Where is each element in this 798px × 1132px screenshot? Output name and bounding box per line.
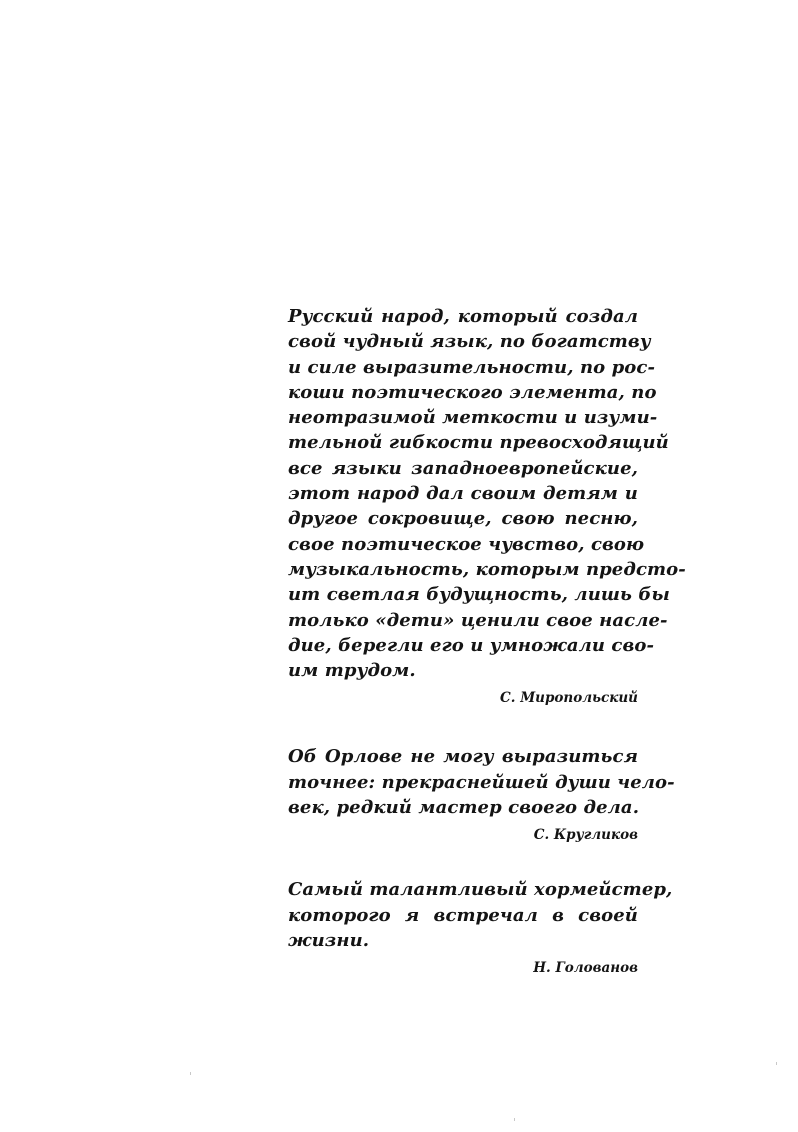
quote-line: Русский народ, который создал	[288, 306, 638, 327]
quote-line: музыкальность, которым предсто-	[288, 558, 686, 580]
quote-line: тельной гибкости превосходящий	[288, 432, 669, 454]
quote-line: ит светлая будущность, лишь бы	[288, 584, 670, 606]
epigraph-kruglikov	[288, 744, 675, 844]
quote-text	[288, 877, 673, 953]
quote-line: которого я встречал в своей	[288, 904, 638, 926]
epigraph-miropolsky	[288, 304, 686, 707]
quote-line: Об Орлове не могу выразиться	[288, 746, 638, 768]
epigraphs-section	[288, 304, 686, 977]
scan-speck	[190, 1072, 191, 1075]
quote-line: им трудом.	[288, 660, 416, 682]
quote-line: и силе выразительности, по рос-	[288, 356, 656, 378]
quote-line: свое поэтическое чувство, свою	[288, 533, 645, 555]
scan-speck	[514, 1118, 515, 1121]
quote-line: этот народ дал своим детям и	[288, 483, 638, 505]
quote-author: С. Миропольский	[500, 690, 638, 707]
quote-line: коши поэтического элемента, по	[288, 381, 657, 403]
quote-text	[288, 744, 675, 820]
quote-author: Н. Голованов	[533, 960, 638, 977]
quote-author: С. Кругликов	[533, 827, 638, 844]
quote-line: Самый талантливый хормейстер,	[288, 879, 673, 901]
quote-line: свой чудный язык, по богатству	[288, 331, 651, 353]
scan-speck	[776, 1062, 777, 1065]
quote-line: точнее: прекраснейшей души чело-	[288, 771, 675, 793]
quote-line: все языки западноевропейские,	[288, 457, 638, 479]
quote-line: другое сокровище, свою песню,	[288, 508, 638, 530]
quote-text	[288, 304, 686, 683]
quote-line: неотразимой меткости и изуми-	[288, 407, 658, 429]
quote-line: век, редкий мастер своего дела.	[288, 797, 640, 819]
quote-line: дие, берегли его и умножали сво-	[288, 634, 655, 656]
quote-line: только «дети» ценили свое насле-	[288, 609, 668, 631]
epigraph-golovanov	[288, 877, 673, 977]
quote-line: жизни.	[288, 929, 370, 951]
